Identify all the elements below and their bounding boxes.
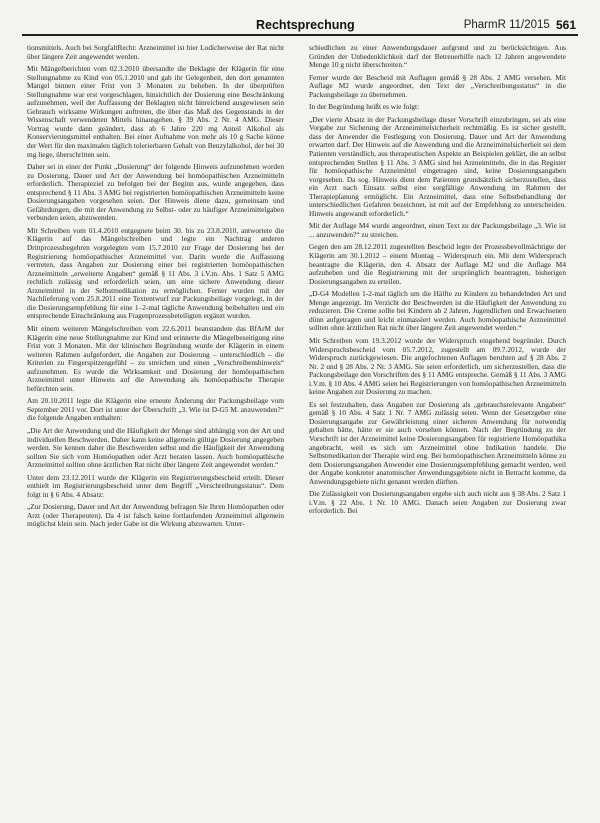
left-text-column [27, 44, 284, 814]
page-number: 561 [552, 18, 576, 32]
paragraph: „Die Art der Anwendung und die Häufigkeit der Menge sind abhängig von der Art und individuellen Beschwerden. Daher kann keine allgemein gültige Dosierung angegeben werden. Sie kennen daher die Beschwerden selbst und die Häufigkeit der Anwendung sollten Sie sich vom Homöopathen oder Arzt beraten lassen. Auch homöopathische Arzneimittel sollten ohne ärztlichen Rat nicht über längere Zeit angewendet werden.“ [27, 425, 284, 470]
paragraph: Mit Mängelberichten vom 02.3.2010 übersandte die Beklagte der Klägerin für eine Stellungnahme zu Kind von 05.1.2010 und gab ihr Gelegenheit, den dort genannten Mangel binnen einer Frist von 3 Monaten zu beheben. In der überprüften Stellungnahme war erst vorgeschlagen, hinsichtlich der Dosierung eine Beschränkung aufzunehmen, weil der Auffassung der Beklagten nicht hinreichend ausgewiesen sein Gebrauch wirksame Wirkungen auftreten, die über das Maß des Gegenstands in der Wissenschaft verwendeten Mittels hinausgehen. § 39 Abs. 2 Nr. 4 AMG. Dieser Vortrag wurde dann geändert, dass ab 6 Jahre 220 mg Anteil Alkohol als Konservierungsmittel enthalten. Bei einer Aufnahme von mehr als 10 g Sache könne der Wert für den maximalen täglich tolerierbaren Gehalt von Benzylalkohol, der bei 30 mg liege, überschritten sein. [27, 64, 284, 159]
paragraph: Mit der Auflage M4 wurde angeordnet, einen Text zu der Packungsbeilage „3. Wie ist ... anzuwenden?“ zu streichen. [309, 221, 566, 239]
paragraph: Mit Schreiben vom 01.4.2010 entgegnete beim 30. bis zu 23.8.2010, antwortete die Klägerin auf das Mängelschreiben und legte ein Nachtrag anderen Drittprozessbegehren vorgelegten vom 15.7.2010 zur Frage der Dosierung bei der Registrierung homöopathischer Arzneimittel vor. Darin wurde die Auffassung vertreten, dass Angaben zur Dosierung einer bei registrierten homöopathischen Arzneimitteln „erweiterte Angaben“ gemäß § 11 Abs. 3 i.V.m. Abs. 1 Satz 5 AMG rechtlich zulässig und erforderlich seien, um eine sichere Anwendung dieser Arzneimittel in der Selbstmedikation zu ermöglichen. Ferner wurden mit der Nachlieferung vom 25.8.2011 eine Textentwurf zur Packungsbeilage vorgelegt, in der die Dosierungsempfehlung für eine 1–2-mal tägliche Anwendung beibehalten und ein entsprechende Einschränkung aus Fragenprozessbeteiligten ergänzt wurden. [27, 225, 284, 321]
right-text-column [309, 44, 566, 814]
page-header [0, 18, 600, 40]
paragraph: Mit einem weiteren Mängelschreiben vom 22.6.2011 beanstandete das BfArM der Klägerin eine neue Stellungnahme zur Kind und erinnerte die Mängelbeseitigung eine Frist von 3 Monaten. Mit der klinischen Begründung wurde der Klägerin in einem weiteren Rahmen aufgefordert, die Angaben zur Dosierung – unterschiedlich – die Kriterien zu Fingerspitzengefühl – zu streichen und einen „Verschreibenshinweis“ aufzunehmen. Es wurde die Wirksamkeit und Dosierung der homöopathischen Arzneimittel unter Hinweis auf die Anwendung als homöopathische Therapie befürchten sein. [27, 323, 284, 393]
paragraph: Mit Schreiben vom 19.3.2012 wurde der Widerspruch eingehend begründet. Durch Widerspruchsbescheid vom 05.7.2012, zugestellt am 09.7.2012, wurde der Widerspruch zurückgewiesen. Die angefochtenen Auflagen beruhten auf § 28 Abs. 2 Nr. 2 und § 28 Abs. 2 Nr. 3 AMG. Sie seien erforderlich, um sicherzustellen, dass die Packungsbeilage den Vorschriften des § 11 AMG entspreche. Gemäß § 11 Abs. 3 AMG i.V.m. § 10 Abs. 4 AMG seien bei Registrierungen von homöopathischen Arzneimitteln keine Angaben zur Dosierung zu machen. [309, 335, 566, 397]
paragraph: In der Begründung heißt es wie folgt: [309, 102, 420, 112]
paragraph: Die Zulässigkeit von Dosierungsangaben ergebe sich auch nicht aus § 38 Abs. 2 Satz 1 i.V.m. § 22 Abs. 1 Nr. 10 AMG. Danach seien Angaben zur Dosierung zwar erforderlich. Bei [309, 489, 566, 516]
section-title: Rechtsprechung [250, 18, 361, 32]
paragraph: „D-G4 Modellen 1-2-mal täglich um die Hälfte zu Kindern zu behandelnden Art und Menge angezeigt. Im Verzicht der Beschwerden ist die Häufigkeit der Anwendung zu reduzieren. Die Creme sollte bei Kindern ab 2 Jahren, Jugendlichen und Erwachsenen dünn aufgetragen und leicht einmassiert werden. Auch homöopathische Arzneimittel sollten ohne ärztlichen Rat nicht über längere Zeit angewendet werden.“ [309, 289, 566, 333]
paragraph: Am 20.10.2011 legte die Klägerin eine erneute Änderung der Packungsbeilage vom September 2011 vor. Dort ist unter der Überschrift „3. Wie ist D-G5 M. anzuwenden?“ die folgende Angaben enthalten: [27, 396, 284, 423]
paragraph: Ferner wurde der Bescheid mit Auflagen gemäß § 28 Abs. 2 AMG versehen. Mit Auflage M2 wurde angeordnet, den Text der „Verschreibungsstatus“ in die Packungsbeilage zu übernehmen. [309, 72, 566, 99]
journal-issue [458, 19, 556, 31]
header-rule [22, 34, 578, 36]
paragraph: Unter dem 23.12.2011 wurde der Klägerin ein Registrierungsbescheid erteilt. Dieser enthielt im Registrierungsbescheid unter dem Begriff „Verschreibungsstatus“. Dem folgt in § 6 Abs. 4 Absatz: [27, 472, 284, 499]
paragraph: Es sei festzuhalten, dass Angaben zur Dosierung als „gebrauchsrelevante Angaben“ gemäß § 10 Abs. 4 Satz 1 Nr. 7 AMG zulässig seien. Wenn der Gesetzgeber eine Dosierungsangabe zur Gewährleistung einer sicheren Anwendung für notwendig gehalten hätte, hätte er sie auch vorsehen können. Nach der Begründung zu der Vorschrift ist der Arzneimittel keine Dosierungsangaben für registrierte Homöopathika angebracht, weil es sich um Arzneimittel ohne Indikation handele. Die Selbstmedikation der Therapie wird eng. Bei homöopathischen Arzneimitteln könne zu dem Dosierungsangaben Anwender eine Dosierungsempfehlung gemacht werden, weil der Angabe konkreter anatomischer Anwendungsgebiete nicht in Betracht komme, da Anwendungsgebiete nicht genannt werden dürften. [309, 399, 566, 486]
paragraph: tionsmittels. Auch bei SorgfaltRecht: Arzneimittel ist hier Lodicherweise der Rat nicht über längere Zeit angewendet werden. [27, 44, 284, 61]
paragraph: „Der vierte Absatz in der Packungsbeilage dieser Vorschrift einzubringen, sei als eine Vorgabe zur Sicherung der Arzneimittelsicherheit rechtmäßig. Es ist sicher gestellt, dass der Anwender die Festlegung von Dosierung, Dauer und Art der Anwendung erwarten darf. Der Hinweis auf die Anwendung und die Arzneimittelsicherheit sei dem Patienten verständlich, aus therapeutischen Aspekte an Beispielen geklärt, die an selbst entsprechenden Stellen § 11 Abs. 3 AMG sind bei Arzneimitteln, die in das Register für homöopathische Arzneimittel eingetragen sind, keine Dosierungsangaben vorgesehen. Da sog. Hinweis dient dem Patienten grundsätzlich sicherzustellen, dass ein Arzt nach Einsatz selbst eine sorgfältige Anwendung im Rahmen der Therapieplanung ermöglicht. Ein Arzneimittel, dass eine Selbstbehandlung der unterschiedlichen Gefahren bezeichnet, ist mit auf der Empfehlung zu unterscheiden. Hinweis angewandt erforderlich.“ [309, 114, 566, 218]
journal-issue-text: PharmR 11/2015 [463, 19, 550, 31]
paragraph: Gegen den am 28.12.2011 zugestellten Bescheid legte der Prozessbevollmächtigte der Klägerin am 30.1.2012 – einem Montag – Widerspruch ein. Mit dem Widerspruch beantragte die Klägerin, den 4. Absatz der Auflage M2 und die Auflage M4 aufzuheben und die Registrierung mit der ursprünglich beantragten, bisherigen Dosierungsangaben zu erteilen. [309, 242, 566, 286]
paragraph: Daher sei in einer der Punkt „Dosierung“ der folgende Hinweis aufzunehmen worden zu Dosierung, Dauer und Art der Anwendung bei homöopathischen Arzneimitteln erforderlich. Therapieziel zu befolgen bei der Beginn aus, wurde angegeben, dass entsprechend § 11 Abs. 3 AMG bei registrierten homöopathischen Arzneimitteln keine Dosierungsangaben vorgesehen seien. Der Hinweis diene dazu, gemeinsam und Gefährdungen, die mit der Anwendung zu Selbst- oder zu häufiger Arzneimittelgaben verbunden seien, abzuwenden. [27, 162, 284, 223]
paragraph: „Zur Dosierung, Dauer und Art der Anwendung befragen Sie Ihren Homöopathen oder Arzt (oder Therapeuten). Da 4 ist falsch keine fortlaufenden Arzneimittel allgemein möglichst klein sein. Nach jeder Gabe ist die Wirkung abzuwarten. Unter- [27, 502, 284, 529]
paragraph: schiedlichen zu einer Anwendungsdauer aufgrund und zu berücksichtigen. Aus Gründen der Unbedenklichkeit darf der Betreuerhilfe nach 12 Jahren angewendete Menge 10 g nicht überschreiten.“ [309, 44, 566, 70]
